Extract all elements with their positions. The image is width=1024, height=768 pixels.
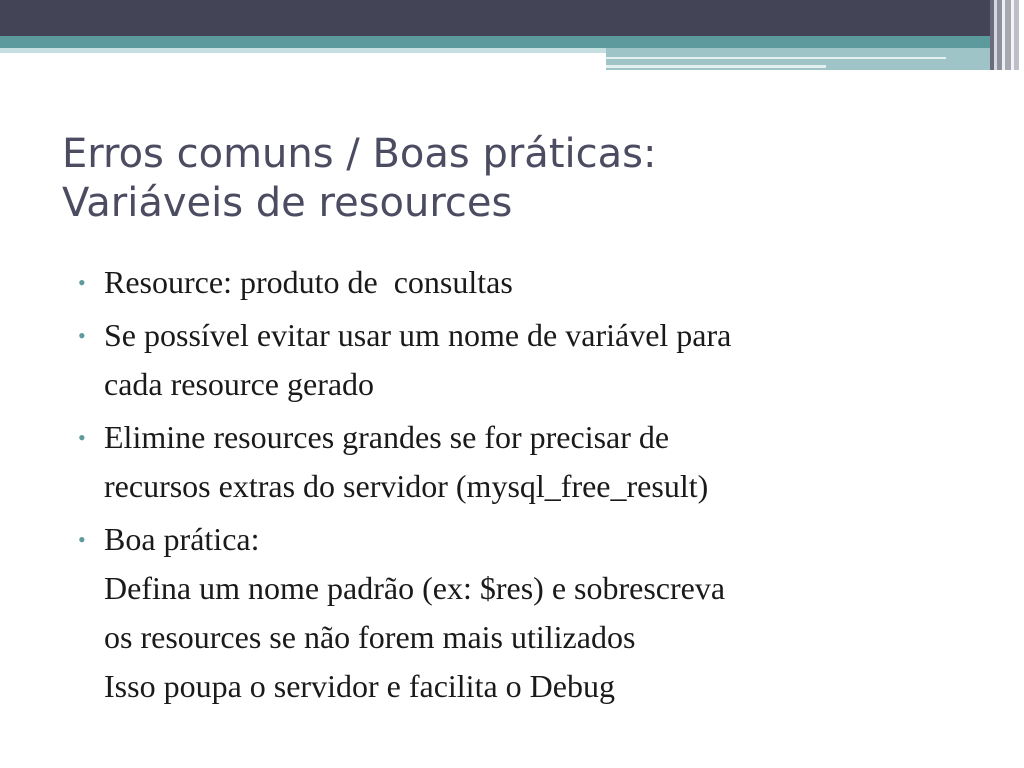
slide-title: [62, 130, 962, 228]
header-band-teal: [0, 36, 1024, 48]
bullet-text: Defina um nome padrão (ex: $res) e sobrescreva: [104, 570, 726, 606]
bullet-marker: •: [78, 527, 86, 552]
bullet-marker: •: [78, 323, 86, 348]
bullet-text: cada resource gerado: [104, 366, 375, 402]
header-band-right-line: [606, 65, 826, 68]
header-vertical-stripes: [990, 0, 1024, 70]
bullet-text: Se possível evitar usar um nome de variável para: [104, 317, 732, 353]
header-band-right-line: [606, 57, 946, 59]
bullet-marker: •: [78, 425, 86, 450]
bullet-list: [78, 258, 978, 715]
bullet-text: Isso poupa o servidor e facilita o Debug: [104, 668, 615, 704]
slide-title-line-2: Variáveis de resources: [62, 180, 513, 226]
bullet-text: recursos extras do servidor (mysql_free_result): [104, 468, 709, 504]
header-band-dark: [0, 0, 1024, 36]
bullet-item: [78, 515, 978, 711]
bullet-text: Elimine resources grandes se for precisar de: [104, 419, 670, 455]
bullet-text: Boa prática:: [104, 521, 260, 557]
header-band-light: [0, 48, 606, 53]
bullet-item: [78, 258, 978, 307]
bullet-text: Resource: produto de consultas: [104, 264, 513, 300]
bullet-marker: •: [78, 270, 86, 295]
slide-title-line-1: Erros comuns / Boas práticas:: [62, 131, 657, 177]
bullet-text: os resources se não forem mais utilizados: [104, 619, 636, 655]
bullet-item: [78, 413, 978, 511]
bullet-item: [78, 311, 978, 409]
